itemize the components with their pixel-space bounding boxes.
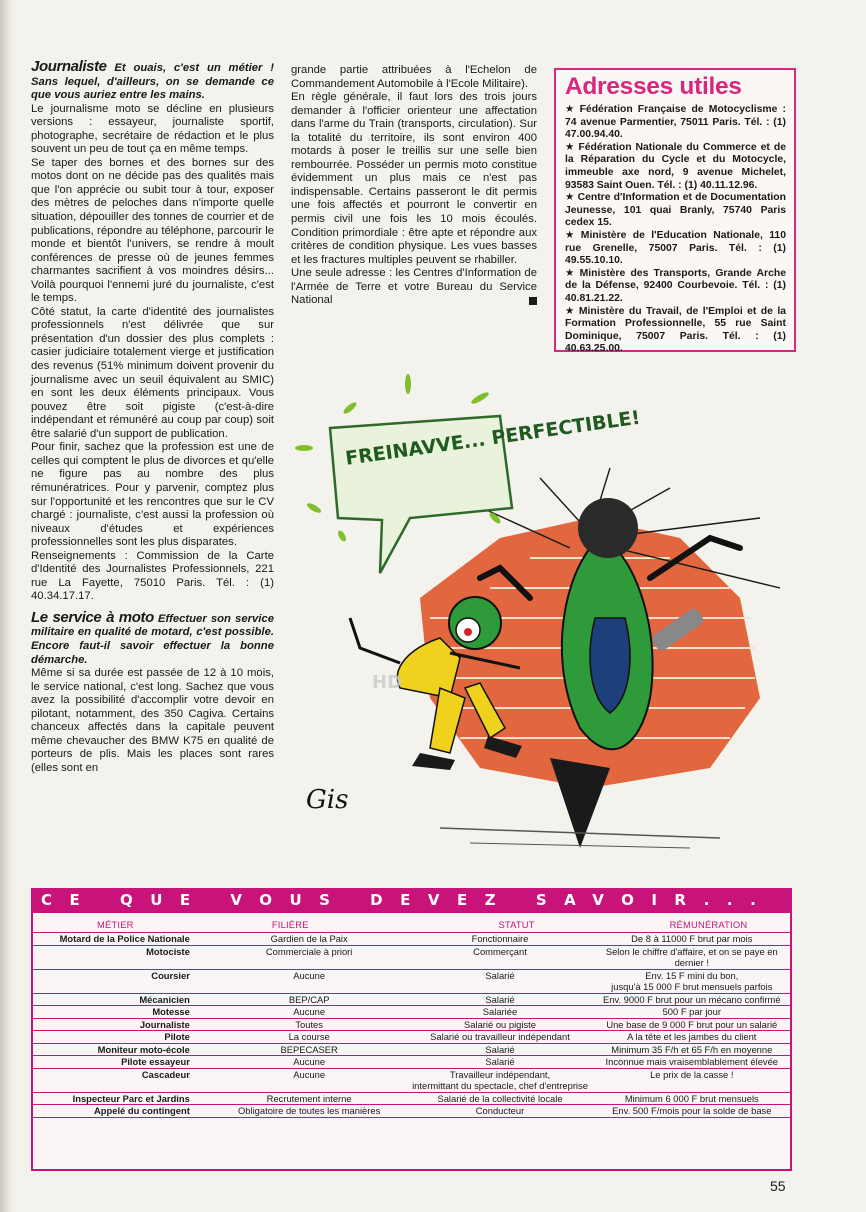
service-paragraph: En règle générale, il faut lors des trois jours demander à l'officier orienteur une affectation dans l'arme du Train (transports, circulation). Sur la totalité du territoire, ils sont environ 400 motards à poser le treillis sur une selle bien rembourrée. Posséder un permis moto constitue évidemment un plus mais ce n'est pas indispensable. Certains passeront le dit permis une fois affectés et pourront le convertir en permis civil une fois les 10 mois écoulés. Condition primordiale : être apte et répondre aux critères de condition physique. Les vues basses et les fractures multiples peuvent se rhabiller. bbox=[291, 91, 537, 266]
cell-metier: Pilote bbox=[33, 1031, 212, 1044]
journaliste-paragraph: Se taper des bornes et des bornes sur des motos dont on ne décide pas des qualités mais que l'on apprécie ou subit tour à tour, exposer des mètres de peloches dans n'importe quelle situation, dépouiller des tonnes de courrier et de publications, répondre au téléphone, parcourir le monde et bientôt l'univers, se rendre à moult conférences de presse où de jeunes femmes charmantes sacrifient à vos moindres désirs... Voilà pourquoi l'ennemi juré du journaliste, c'est le temps. bbox=[31, 156, 274, 305]
cell-remuneration: Env. 9000 F brut pour un mécano confirmé bbox=[594, 993, 790, 1006]
journaliste-title: Journaliste bbox=[31, 58, 107, 75]
cell-statut: Salarié ou pigiste bbox=[406, 1018, 593, 1031]
journaliste-paragraph: Côté statut, la carte d'identité des journalistes professionnels n'est délivrée que sur présentation d'un dossier des plus complets : casier judiciaire totalement vierge et justification des revenus (51% minimum doivent provenir du journalisme avec un seuil équivalent au SMIC) en sont les deux éléments principaux. Vous pouvez être soit pigiste (c'est-à-dire indépendant et rémunéré au coup par coup) soit être salarié d'un support de publication. bbox=[31, 305, 274, 440]
cell-statut: Commerçant bbox=[406, 945, 593, 969]
service-paragraph bbox=[291, 267, 537, 308]
cell-statut: Salarié ou travailleur indépendant bbox=[406, 1031, 593, 1044]
header-metier: MÉTIER bbox=[33, 913, 212, 933]
cell-filiere: La course bbox=[212, 1031, 407, 1044]
service-paragraph: grande partie attribuées à l'Echelon de Commandement Automobile à l'Ecole Militaire). bbox=[291, 64, 537, 90]
cell-remuneration: A la tête et les jambes du client bbox=[594, 1031, 790, 1044]
table-row bbox=[33, 969, 790, 993]
cell-filiere: Commerciale à priori bbox=[212, 945, 407, 969]
service-title: Le service à moto bbox=[31, 608, 154, 626]
cell-statut: Salarié bbox=[406, 1043, 593, 1056]
speech-text: FREINAVVE... PERFECTIBLE! bbox=[343, 406, 642, 470]
cell-remuneration bbox=[594, 969, 790, 993]
address-item bbox=[565, 268, 786, 306]
table-row bbox=[33, 1056, 790, 1069]
table-row bbox=[33, 933, 790, 946]
cell-filiere: Aucune bbox=[212, 1006, 407, 1019]
cell-filiere: BEP/CAP bbox=[212, 993, 407, 1006]
table-row bbox=[33, 1068, 790, 1092]
cell-metier: Pilote essayeur bbox=[33, 1056, 212, 1069]
cell-metier: Moniteur moto-école bbox=[33, 1043, 212, 1056]
address-item bbox=[565, 104, 786, 142]
service-address-text: Une seule adresse : les Centres d'Information de l'Armée de Terre et votre Bureau du Service National bbox=[291, 267, 537, 307]
journaliste-lead: Et ouais, c'est un métier ! Sans lequel, d'ailleurs, on se demande ce que vous auriez entre les mains. bbox=[31, 62, 274, 102]
header-filiere: FILIÈRE bbox=[212, 913, 407, 933]
end-of-article-mark bbox=[529, 297, 537, 305]
cell-filiere: Gardien de la Paix bbox=[212, 933, 407, 946]
star-icon: ★ bbox=[565, 267, 577, 279]
cell-line: Travailleur indépendant, bbox=[449, 1068, 551, 1080]
artist-signature: Gis bbox=[306, 785, 349, 815]
cell-metier: Motard de la Police Nationale bbox=[33, 933, 212, 946]
cartoon-illustration bbox=[290, 368, 794, 860]
address-item bbox=[565, 306, 786, 356]
header-remuneration: RÉMUNÉRATION bbox=[594, 913, 790, 933]
cell-metier: Cascadeur bbox=[33, 1068, 212, 1092]
service-heading bbox=[31, 608, 274, 667]
table-row bbox=[33, 1043, 790, 1056]
useful-addresses-title: Adresses utiles bbox=[565, 73, 742, 100]
star-icon: ★ bbox=[565, 192, 575, 204]
cell-metier: Motesse bbox=[33, 1006, 212, 1019]
cell-remuneration: De 8 à 11000 F brut par mois bbox=[594, 933, 790, 946]
useful-addresses-box bbox=[554, 68, 796, 355]
address-text: Ministère des Transports, Grande Arche de la Défense, 92400 Courbevoie. Tél. : (1) 40.81.21.22. bbox=[565, 267, 786, 304]
address-item bbox=[565, 192, 786, 230]
cell-statut: Fonctionnaire bbox=[406, 933, 593, 946]
cell-line: intermittant du spectacle, chef d'entreprise bbox=[412, 1080, 588, 1091]
cell-statut: Conducteur bbox=[406, 1105, 593, 1118]
cell-filiere: Aucune bbox=[212, 1056, 407, 1069]
cell-remuneration: Inconnue mais vraisemblablement élevée bbox=[594, 1056, 790, 1069]
cell-filiere: BEPECASER bbox=[212, 1043, 407, 1056]
cell-statut: Salariée bbox=[406, 1006, 593, 1019]
table-row bbox=[33, 993, 790, 1006]
cell-line: Env. 15 F mini du bon, bbox=[645, 969, 739, 981]
cell-metier: Coursier bbox=[33, 969, 212, 993]
cell-remuneration: Env. 500 F/mois pour la solde de base bbox=[594, 1105, 790, 1118]
table-header-row bbox=[33, 913, 790, 933]
address-text: Ministère du Travail, de l'Emploi et de la Formation Professionnelle, 55 rue Saint Dominique, 75007 Paris. Tél. : (1) 40.63.25.00. bbox=[565, 305, 786, 355]
star-icon: ★ bbox=[565, 229, 578, 241]
cell-remuneration: Selon le chiffre d'affaire, et on se paye en dernier ! bbox=[594, 945, 790, 969]
service-lead: Effectuer son service militaire en qualité de motard, c'est possible. Encore faut-il savoir effectuer la bonne démarche. bbox=[31, 612, 274, 666]
address-item bbox=[565, 142, 786, 192]
table-row bbox=[33, 945, 790, 969]
cell-metier: Motociste bbox=[33, 945, 212, 969]
cell-statut: Salarié bbox=[406, 993, 593, 1006]
address-item bbox=[565, 230, 786, 268]
cell-filiere: Toutes bbox=[212, 1018, 407, 1031]
cell-metier: Appelé du contingent bbox=[33, 1105, 212, 1118]
cell-remuneration: Minimum 6 000 F brut mensuels bbox=[594, 1092, 790, 1105]
cell-metier: Mécanicien bbox=[33, 993, 212, 1006]
table-row bbox=[33, 1031, 790, 1044]
cell-filiere: Aucune bbox=[212, 969, 407, 993]
cell-remuneration: Une base de 9 000 F brut pour un salarié bbox=[594, 1018, 790, 1031]
savoir-banner: CE QUE VOUS DEVEZ SAVOIR... bbox=[31, 888, 792, 913]
address-text: Fédération Française de Motocyclisme : 74 avenue Parmentier, 75011 Paris. Tél. : (1) 47.00.94.40. bbox=[565, 104, 786, 141]
jobs-table-container bbox=[31, 913, 792, 1171]
table-row bbox=[33, 1006, 790, 1019]
cell-filiere: Recrutement interne bbox=[212, 1092, 407, 1105]
star-icon: ★ bbox=[565, 104, 577, 115]
cell-metier: Inspecteur Parc et Jardins bbox=[33, 1092, 212, 1105]
page-binding-edge bbox=[0, 0, 14, 1212]
middle-column bbox=[291, 64, 537, 308]
address-list bbox=[565, 104, 786, 356]
cell-remuneration: 500 F par jour bbox=[594, 1006, 790, 1019]
journaliste-paragraph: Le journalisme moto se décline en plusieurs versions : essayeur, journaliste sportif, photographe, secrétaire de rédaction et le plus souvent un peu de tout ça en même temps. bbox=[31, 102, 274, 156]
address-text: Fédération Nationale du Commerce et de la Réparation du Cycle et du Motocycle, immeuble axe nord, 9 avenue Michelet, 93583 Saint Ouen. Tél. : (1) 40.11.12.96. bbox=[565, 141, 786, 191]
cell-statut bbox=[406, 1068, 593, 1092]
star-icon: ★ bbox=[565, 305, 576, 317]
star-icon: ★ bbox=[565, 141, 576, 153]
cell-remuneration: Le prix de la casse ! bbox=[594, 1068, 790, 1092]
cell-filiere: Aucune bbox=[212, 1068, 407, 1092]
cell-statut: Salarié bbox=[406, 1056, 593, 1069]
page-number: 55 bbox=[770, 1178, 786, 1194]
left-column bbox=[31, 60, 274, 775]
cell-line: jusqu'à 15 000 F brut mensuels parfois bbox=[611, 981, 773, 992]
cell-statut: Salarié bbox=[406, 969, 593, 993]
address-text: Centre d'Information et de Documentation Jeunesse, 101 quai Branly, 75740 Paris cedex 15. bbox=[565, 192, 786, 229]
journaliste-paragraph: Renseignements : Commission de la Carte d'Identité des Journalistes Professionnels, 221 rue La Fayette, 75010 Paris. Tél. : (1) 40.34.17.17. bbox=[31, 549, 274, 603]
table-row bbox=[33, 1105, 790, 1118]
service-paragraph: Même si sa durée est passée de 12 à 10 mois, le service national, c'est long. Sachez que vous avez la possibilité d'accomplir votre devoir en pilotant, notamment, des 350 Cagiva. Certains chanceux affectés dans la capitale peuvent même chevaucher des BMW K75 en qualité de porteurs de plis. Mais les places sont rares (elles sont en bbox=[31, 667, 274, 774]
jobs-table bbox=[33, 913, 790, 1118]
cell-remuneration: Minimum 35 F/h et 65 F/h en moyenne bbox=[594, 1043, 790, 1056]
table-row bbox=[33, 1092, 790, 1105]
address-text: Ministère de l'Education Nationale, 110 rue Grenelle, 75007 Paris. Tél. : (1) 49.55.10.10. bbox=[565, 229, 786, 267]
journaliste-heading bbox=[31, 60, 274, 103]
cell-metier: Journaliste bbox=[33, 1018, 212, 1031]
watermark: HD bbox=[372, 672, 403, 693]
cell-filiere: Obligatoire de toutes les manières bbox=[212, 1105, 407, 1118]
cell-statut: Salarié de la collectivité locale bbox=[406, 1092, 593, 1105]
header-statut: STATUT bbox=[406, 913, 593, 933]
table-row bbox=[33, 1018, 790, 1031]
journaliste-paragraph: Pour finir, sachez que la profession est une de celles qui comptent le plus de divorces et qu'elle ne figure pas au nombre des plus rémunératrices. Pour y parvenir, comptez plus sur l'opportunité et les rencontres que sur le CV chargé : journaliste, c'est aussi la profession où niveaux d'études et expériences professionnelles sont les plus disparates. bbox=[31, 441, 274, 549]
